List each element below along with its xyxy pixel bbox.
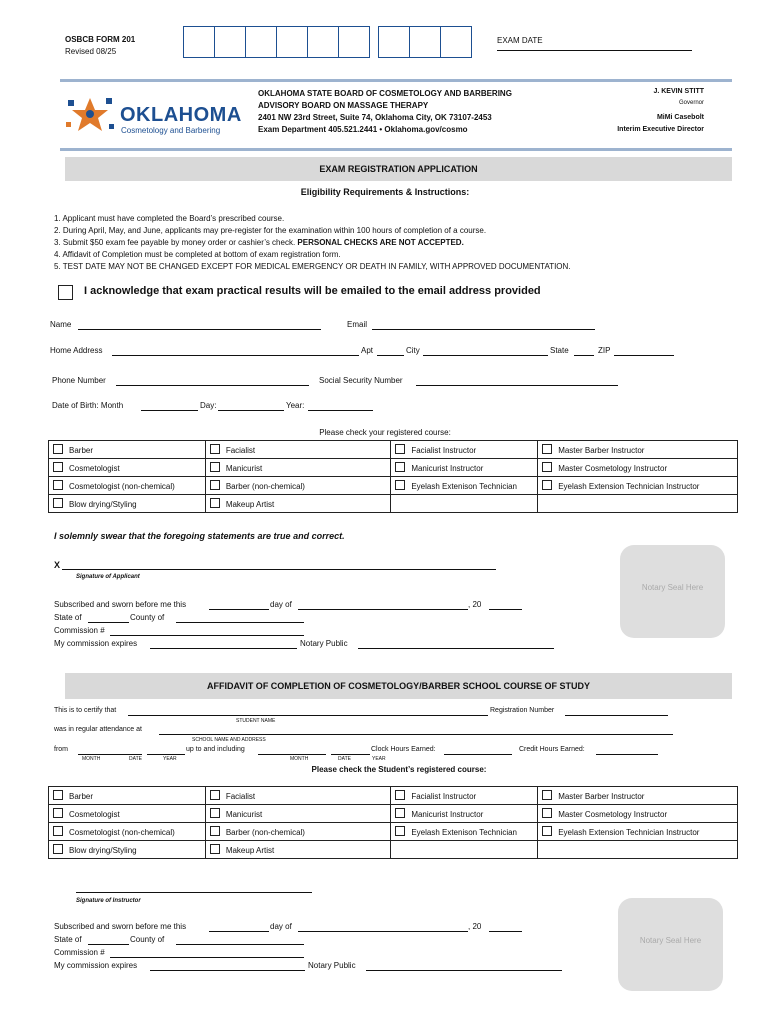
checkbox[interactable] (542, 808, 552, 818)
state-of-label: State of (54, 613, 82, 622)
dob-year-field[interactable] (308, 410, 373, 411)
oklahoma-star-logo-icon (62, 92, 122, 140)
course-cell[interactable] (538, 805, 738, 823)
course-label: Barber (69, 446, 94, 455)
city-label: City (406, 346, 420, 355)
checkbox[interactable] (395, 462, 405, 472)
course-cell[interactable] (205, 495, 391, 513)
checkbox[interactable] (210, 808, 220, 818)
course-label: Cosmetologist (69, 810, 120, 819)
state-label: State (550, 346, 569, 355)
subscribed-day-field-2[interactable] (209, 931, 269, 932)
course-label: Cosmetologist (non-chemical) (69, 482, 175, 491)
name-label: Name (50, 320, 72, 329)
school-field[interactable] (159, 734, 673, 735)
expires-label-2: My commission expires (54, 961, 138, 970)
course-cell[interactable] (205, 459, 391, 477)
commission-field-2[interactable] (110, 957, 304, 958)
course-cell-empty (391, 495, 538, 513)
course-row (49, 459, 738, 477)
student-course-table (48, 786, 738, 859)
course-label: Eyelash Extenison Technician (411, 828, 518, 837)
course-label: Cosmetologist (non-chemical) (69, 828, 175, 837)
course-row (49, 823, 738, 841)
notary-public-field[interactable] (358, 648, 554, 649)
apt-label: Apt (361, 346, 374, 355)
course-cell-empty (538, 495, 738, 513)
to-date-field[interactable] (331, 754, 370, 755)
notary-seal-2: Notary Seal Here (618, 898, 723, 991)
checkbox[interactable] (53, 480, 63, 490)
from-year-caption: YEAR (163, 756, 177, 762)
logo-title: OKLAHOMA (120, 104, 242, 126)
checkbox[interactable] (210, 462, 220, 472)
application-subtitle: Eligibility Requirements & Instructions: (300, 187, 470, 197)
registration-label: Registration Number (490, 707, 555, 714)
course-cell[interactable] (391, 823, 538, 841)
checkbox[interactable] (542, 790, 552, 800)
county-of-label: County of (130, 613, 165, 622)
course-cell[interactable] (538, 823, 738, 841)
course-label: Facialist (225, 792, 256, 801)
org-board: ADVISORY BOARD ON MASSAGE THERAPY (258, 101, 429, 110)
student-course-prompt: Please check the Student’s registered course: (311, 765, 487, 774)
apt-field[interactable] (377, 355, 404, 356)
clock-hours-field[interactable] (444, 754, 512, 755)
notary-public-label: Notary Public (300, 639, 348, 648)
form-revised: Revised 08/25 (65, 47, 117, 56)
checkbox[interactable] (210, 444, 220, 454)
course-label: Blow drying/Styling (69, 846, 137, 855)
course-table (48, 440, 738, 513)
from-date-caption: DATE (129, 756, 142, 762)
attendance-label: was in regular attendance at (54, 726, 142, 733)
course-cell[interactable] (49, 787, 206, 805)
course-row (49, 787, 738, 805)
id-boxes-a[interactable] (183, 26, 370, 58)
course-cell[interactable] (49, 823, 206, 841)
from-month-caption: MONTH (82, 756, 101, 762)
notary-seal-1: Notary Seal Here (620, 545, 725, 638)
checkbox[interactable] (53, 444, 63, 454)
course-label: Manicurist Instructor (411, 464, 484, 473)
clock-hours-label: Clock Hours Earned: (371, 746, 436, 753)
course-cell[interactable] (49, 441, 206, 459)
state-of-field-2[interactable] (88, 944, 129, 945)
course-label: Master Barber Instructor (558, 792, 645, 801)
header-rule-bottom (60, 148, 732, 151)
instruction-1: 1. Applicant must have completed the Board’s prescribed course. (54, 214, 285, 223)
course-label: Blow drying/Styling (69, 500, 137, 509)
course-label: Makeup Artist (225, 846, 275, 855)
student-name-field[interactable] (128, 715, 488, 716)
email-label: Email (347, 320, 368, 329)
instruction-5: 5. TEST DATE MAY NOT BE CHANGED EXCEPT FOR MEDICAL EMERGENCY OR DEATH IN FAMILY, WITH APPROVED DOCUMENTATION. (54, 262, 571, 271)
to-year-caption: YEAR (372, 756, 386, 762)
day-of-label-2: day of (270, 922, 292, 931)
course-cell[interactable] (391, 441, 538, 459)
course-label: Manicurist (225, 464, 263, 473)
course-label: Facialist Instructor (411, 792, 477, 801)
name-field[interactable] (78, 329, 321, 330)
form-id: OSBCB FORM 201 (65, 35, 136, 44)
course-label: Eyelash Extension Technician Instructor (558, 482, 700, 491)
course-cell[interactable] (391, 459, 538, 477)
year-prefix-2: , 20 (468, 922, 482, 931)
county-of-field[interactable] (176, 622, 304, 623)
org-address: 2401 NW 23rd Street, Suite 74, Oklahoma City, OK 73107-2453 (258, 113, 492, 122)
course-cell[interactable] (391, 477, 538, 495)
county-of-label-2: County of (130, 935, 165, 944)
checkbox[interactable] (53, 498, 63, 508)
subscribed-year-field[interactable] (489, 609, 522, 610)
course-row (49, 495, 738, 513)
checkbox[interactable] (210, 480, 220, 490)
credit-hours-label: Credit Hours Earned: (519, 746, 585, 753)
home-address-field[interactable] (112, 355, 359, 356)
course-cell[interactable] (49, 477, 206, 495)
dob-day-label: Day: (200, 401, 217, 410)
subscribed-label-2: Subscribed and sworn before me this (54, 922, 187, 931)
course-cell[interactable] (49, 495, 206, 513)
subscribed-label: Subscribed and sworn before me this (54, 600, 187, 609)
course-label: Eyelash Extension Technician Instructor (558, 828, 700, 837)
checkbox[interactable] (395, 808, 405, 818)
course-label: Eyelash Extenison Technician (411, 482, 518, 491)
checkbox[interactable] (210, 826, 220, 836)
checkbox[interactable] (542, 826, 552, 836)
org-name: OKLAHOMA STATE BOARD OF COSMETOLOGY AND BARBERING (258, 89, 512, 98)
applicant-signature-label: Signature of Applicant (76, 574, 140, 580)
email-field[interactable] (372, 329, 595, 330)
course-row (49, 441, 738, 459)
day-of-label: day of (270, 600, 292, 609)
application-title: EXAM REGISTRATION APPLICATION (65, 157, 732, 181)
course-cell[interactable] (538, 441, 738, 459)
course-label: Master Cosmetology Instructor (558, 464, 668, 473)
course-label: Facialist Instructor (411, 446, 477, 455)
dob-label: Date of Birth: Month (52, 401, 124, 410)
registration-field[interactable] (565, 715, 668, 716)
state-of-field[interactable] (88, 622, 129, 623)
instruction-3 (54, 238, 464, 247)
director-name: MiMi Casebolt (656, 114, 704, 121)
course-label: Facialist (225, 446, 256, 455)
checkbox[interactable] (53, 808, 63, 818)
instruction-3-bold: PERSONAL CHECKS ARE NOT ACCEPTED. (297, 238, 464, 247)
course-cell[interactable] (49, 841, 206, 859)
course-cell[interactable] (538, 477, 738, 495)
commission-label: Commission # (54, 626, 105, 635)
id-boxes-b[interactable] (378, 26, 472, 58)
checkbox[interactable] (542, 480, 552, 490)
affidavit-title: AFFIDAVIT OF COMPLETION OF COSMETOLOGY/BARBER SCHOOL COURSE OF STUDY (65, 673, 732, 699)
course-cell[interactable] (391, 787, 538, 805)
checkbox[interactable] (53, 462, 63, 472)
state-field[interactable] (574, 355, 594, 356)
zip-label: ZIP (598, 346, 611, 355)
from-date-field[interactable] (147, 754, 185, 755)
checkbox[interactable] (395, 480, 405, 490)
course-cell-empty (538, 841, 738, 859)
notary-public-field-2[interactable] (366, 970, 562, 971)
course-cell[interactable] (205, 787, 391, 805)
certify-label: This is to certify that (54, 707, 117, 714)
instruction-4: 4. Affidavit of Completion must be completed at bottom of exam registration form. (54, 250, 341, 259)
logo-subtitle: Cosmetology and Barbering (121, 126, 221, 135)
checkbox[interactable] (395, 444, 405, 454)
dob-day-field[interactable] (218, 410, 284, 411)
course-label: Master Barber Instructor (558, 446, 645, 455)
course-label: Manicurist (225, 810, 263, 819)
instructor-signature-line[interactable] (76, 892, 312, 893)
director-title: Interim Executive Director (617, 126, 704, 133)
expires-label: My commission expires (54, 639, 138, 648)
course-cell-empty (391, 841, 538, 859)
governor-name: J. KEVIN STITT (653, 88, 704, 95)
checkbox[interactable] (542, 444, 552, 454)
from-month-field[interactable] (78, 754, 142, 755)
ssn-label: Social Security Number (319, 376, 403, 385)
to-month-caption: MONTH (290, 756, 309, 762)
exam-date-line[interactable] (497, 50, 692, 51)
course-label: Barber (non-chemical) (225, 828, 305, 837)
course-row (49, 841, 738, 859)
phone-label: Phone Number (52, 376, 106, 385)
course-label: Manicurist Instructor (411, 810, 484, 819)
expires-field-2[interactable] (150, 970, 305, 971)
course-row (49, 477, 738, 495)
expires-field[interactable] (150, 648, 297, 649)
course-cell[interactable] (391, 805, 538, 823)
checkbox[interactable] (395, 790, 405, 800)
exam-date-label: EXAM DATE (497, 36, 543, 45)
checkbox[interactable] (210, 498, 220, 508)
subscribed-month-field-2[interactable] (298, 931, 468, 932)
course-label: Barber (non-chemical) (225, 482, 305, 491)
course-cell[interactable] (205, 441, 391, 459)
course-label: Master Cosmetology Instructor (558, 810, 668, 819)
phone-field[interactable] (116, 385, 309, 386)
applicant-signature-line[interactable] (62, 569, 496, 570)
governor-title: Governor (678, 100, 704, 106)
course-cell[interactable] (538, 459, 738, 477)
course-row (49, 805, 738, 823)
notary-public-label-2: Notary Public (308, 961, 356, 970)
credit-hours-field[interactable] (596, 754, 658, 755)
course-cell[interactable] (49, 805, 206, 823)
up-to-label: up to and including (186, 746, 245, 753)
course-label: Barber (69, 792, 94, 801)
header-rule-top (60, 79, 732, 82)
checkbox[interactable] (542, 462, 552, 472)
checkbox[interactable] (210, 844, 220, 854)
commission-label-2: Commission # (54, 948, 105, 957)
from-label: from (54, 746, 68, 753)
oath-statement: I solemnly swear that the foregoing statements are true and correct. (54, 531, 345, 541)
home-address-label: Home Address (50, 346, 103, 355)
acknowledge-text: I acknowledge that exam practical results will be emailed to the email address provided (84, 285, 541, 297)
county-of-field-2[interactable] (176, 944, 304, 945)
checkbox[interactable] (210, 790, 220, 800)
subscribed-month-field[interactable] (298, 609, 468, 610)
checkbox[interactable] (53, 826, 63, 836)
subscribed-day-field[interactable] (209, 609, 269, 610)
acknowledge-checkbox[interactable] (58, 285, 73, 300)
ssn-field[interactable] (416, 385, 618, 386)
course-cell[interactable] (205, 805, 391, 823)
school-caption: SCHOOL NAME AND ADDRESS (192, 737, 266, 743)
city-field[interactable] (423, 355, 548, 356)
instruction-2: 2. During April, May, and June, applicants may pre-register for the examination within 100 hours of completion of a course. (54, 226, 487, 235)
instruction-3-text: 3. Submit $50 exam fee payable by money order or cashier’s check. (54, 238, 296, 247)
student-name-caption: STUDENT NAME (236, 718, 276, 724)
org-contact: Exam Department 405.521.2441 • Oklahoma.gov/cosmo (258, 125, 468, 134)
course-cell[interactable] (205, 841, 391, 859)
course-cell[interactable] (538, 787, 738, 805)
subscribed-year-field-2[interactable] (489, 931, 522, 932)
course-cell[interactable] (205, 477, 391, 495)
x-mark: X (54, 560, 61, 570)
commission-field[interactable] (110, 635, 304, 636)
checkbox[interactable] (395, 826, 405, 836)
year-prefix: , 20 (468, 600, 482, 609)
dob-month-field[interactable] (141, 410, 198, 411)
instructor-signature-label: Signature of Instructor (76, 898, 141, 904)
to-date-caption: DATE (338, 756, 351, 762)
state-of-label-2: State of (54, 935, 82, 944)
checkbox[interactable] (53, 844, 63, 854)
to-month-field[interactable] (258, 754, 326, 755)
course-cell[interactable] (205, 823, 391, 841)
dob-year-label: Year: (286, 401, 305, 410)
course-label: Cosmetologist (69, 464, 120, 473)
course-label: Makeup Artist (225, 500, 275, 509)
course-prompt: Please check your registered course: (319, 428, 451, 437)
checkbox[interactable] (53, 790, 63, 800)
course-cell[interactable] (49, 459, 206, 477)
zip-field[interactable] (614, 355, 674, 356)
